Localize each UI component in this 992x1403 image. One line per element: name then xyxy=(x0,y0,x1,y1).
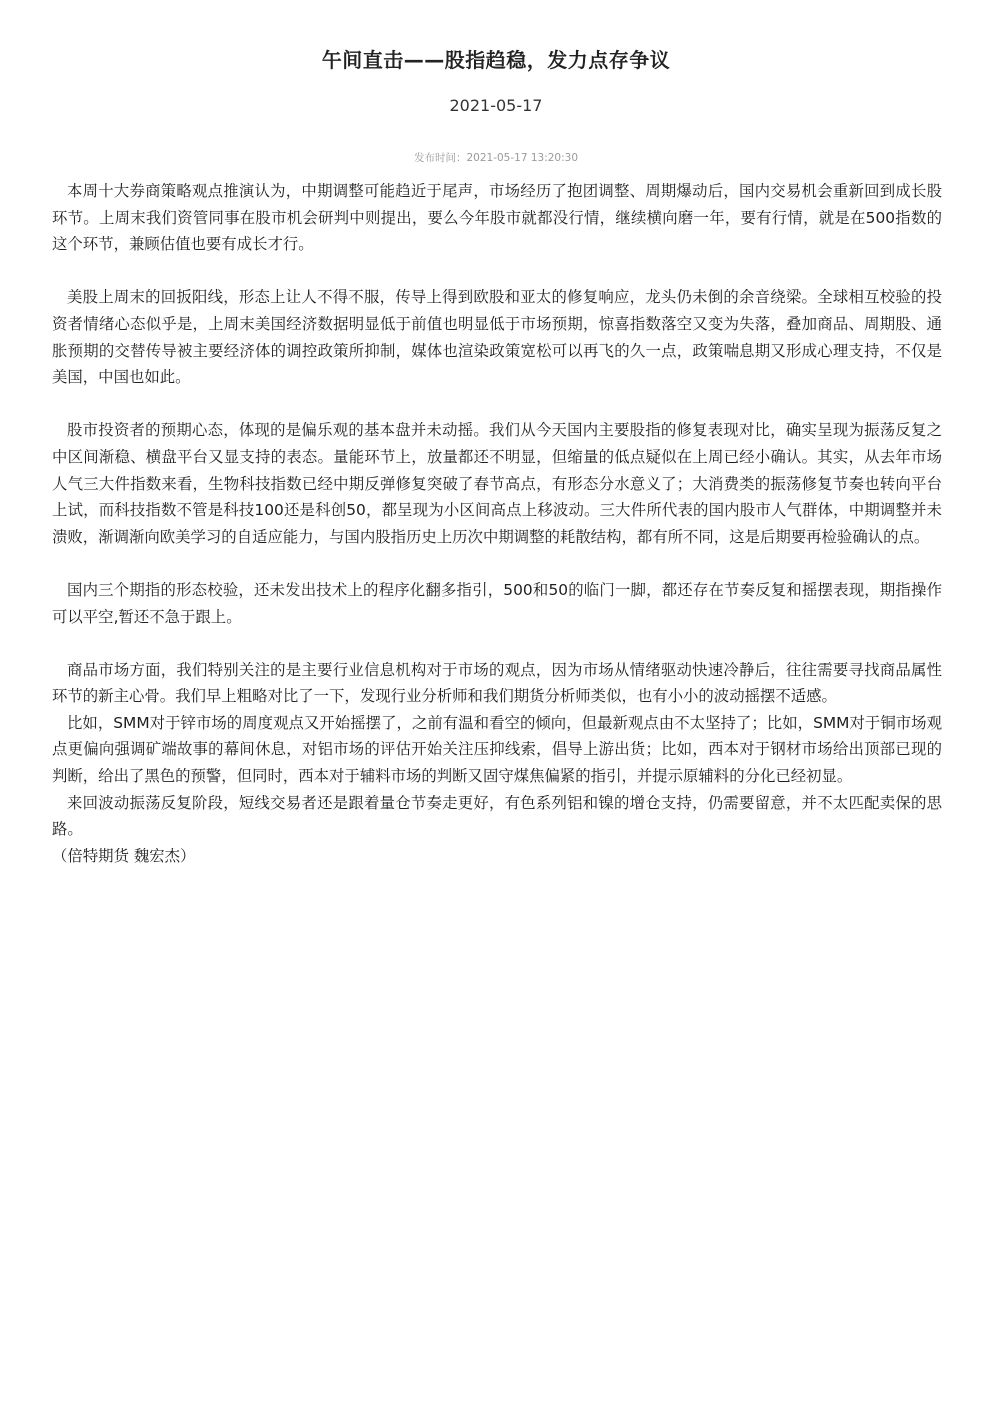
article-title: 午间直击——股指趋稳，发力点存争议 xyxy=(321,48,671,72)
publish-time: 发布时间：2021-05-17 13:20:30 xyxy=(413,152,579,164)
article-date: 2021-05-17 xyxy=(449,96,543,115)
paragraph: 比如，SMM对于锌市场的周度观点又开始摇摆了，之前有温和看空的倾向，但最新观点由不太坚持了；比如，SMM对于铜市场观点更偏向强调矿端故事的幕间休息，对铝市场的评估开始关注压抑线索，倡导上游出货；比如，西本对于钢材市场给出顶部已现的判断，给出了黑色的预警，但同时，西本对于辅料市场的判断又固守煤焦偏紧的指引，并提示原辅料的分化已经初显。 xyxy=(52,713,942,786)
paragraph: 商品市场方面，我们特别关注的是主要行业信息机构对于市场的观点，因为市场从情绪驱动快速冷静后，往往需要寻找商品属性环节的新主心骨。我们早上粗略对比了一下，发现行业分析师和我们期货分析师类似，也有小小的波动摇摆不适感。 xyxy=(52,660,942,706)
paragraph: 美股上周末的回扳阳线，形态上让人不得不服，传导上得到欧股和亚太的修复响应，龙头仍未倒的余音绕梁。全球相互校验的投资者情绪心态似乎是，上周末美国经济数据明显低于前值也明显低于市场预期，惊喜指数落空又变为失落，叠加商品、周期股、通胀预期的交替传导被主要经济体的调控政策所抑制，媒体也渲染政策宽松可以再飞的久一点，政策喘息期又形成心理支持，不仅是美国，中国也如此。 xyxy=(52,288,942,387)
article-body xyxy=(52,178,942,869)
paragraph: 来回波动振荡反复阶段，短线交易者还是跟着量仓节奏走更好，有色系列铝和镍的增仓支持，仍需要留意，并不太匹配卖保的思路。 xyxy=(52,793,942,839)
paragraph: 国内三个期指的形态校验，还未发出技术上的程序化翻多指引，500和50的临门一脚，都还存在节奏反复和摇摆表现，期指操作可以平空,暂还不急于跟上。 xyxy=(52,580,942,626)
paragraph: 股市投资者的预期心态，体现的是偏乐观的基本盘并未动摇。我们从今天国内主要股指的修复表现对比，确实呈现为振荡反复之中区间渐稳、横盘平台又显支持的表态。量能环节上，放量都还不明显，但缩量的低点疑似在上周已经小确认。其实，从去年市场人气三大件指数来看，生物科技指数已经中期反弹修复突破了春节高点，有形态分水意义了；大消费类的振荡修复节奏也转向平台上试，而科技指数不管是科技100还是科创50，都呈现为小区间高点上移波动。三大件所代表的国内股市人气群体，中期调整并未溃败，渐调渐向欧美学习的自适应能力，与国内股指历史上历次中期调整的耗散结构，都有所不同，这是后期要再检验确认的点。 xyxy=(52,421,942,546)
author-signature: （倍特期货 魏宏杰） xyxy=(52,846,196,865)
paragraph: 本周十大券商策略观点推演认为，中期调整可能趋近于尾声，市场经历了抱团调整、周期爆动后，国内交易机会重新回到成长股环节。上周末我们资管同事在股市机会研判中则提出，要么今年股市就都没行情，继续横向磨一年，要有行情，就是在500指数的这个环节，兼顾估值也要有成长才行。 xyxy=(52,182,942,254)
